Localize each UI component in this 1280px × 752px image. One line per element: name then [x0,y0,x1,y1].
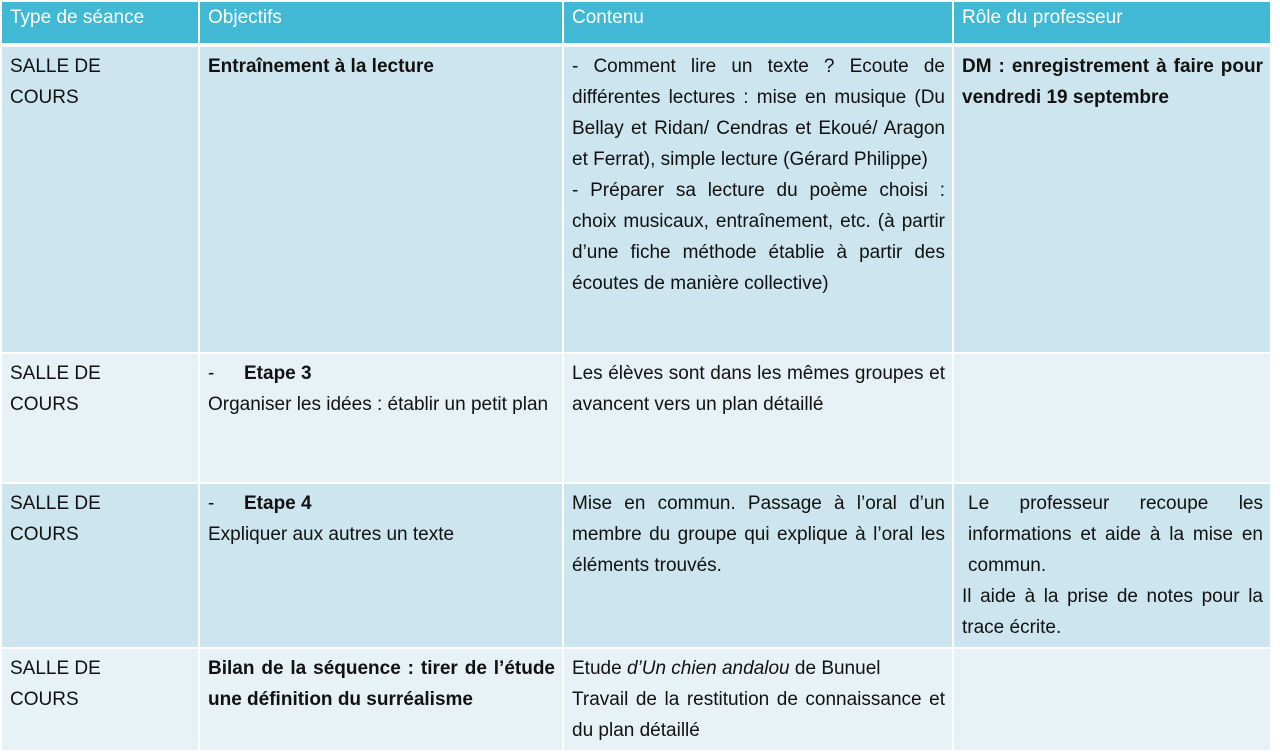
objectif-title: Bilan de la séquence : tirer de l’étude une définition du surréalisme [208,658,555,710]
header-objectifs: Objectifs [199,1,563,45]
cell-objectifs [199,483,563,648]
contenu-paragraph: Travail de la restitution de connaissance et du plan détaillé [572,689,945,741]
cell-objectifs [199,45,563,353]
cell-role [953,648,1271,751]
cell-type [1,648,199,751]
cell-role [953,483,1271,648]
cell-objectifs [199,353,563,483]
type-line: SALLE DE [10,658,101,679]
step-label: Etape 3 [244,363,312,384]
type-line: COURS [10,689,79,710]
table-row [1,353,1271,483]
objectif-text: Expliquer aux autres un texte [208,524,455,545]
type-line: SALLE DE [10,493,101,514]
cell-type [1,483,199,648]
contenu-paragraph: Les élèves sont dans les mêmes groupes et avancent vers un plan détaillé [572,363,945,415]
table-row [1,648,1271,751]
cell-type [1,353,199,483]
contenu-paragraph: - Comment lire un texte ? Ecoute de différentes lectures : mise en musique (Du Bellay et Ridan/ Cendras et Ekoué/ Aragon et Ferrat), simple lecture (Gérard Philippe) [572,56,945,170]
bullet-dash: - [208,493,215,514]
cell-contenu [563,483,953,648]
table-header-row [1,1,1271,45]
step-label: Etape 4 [244,493,312,514]
type-line: SALLE DE [10,363,101,384]
contenu-prefix: Etude [572,658,627,679]
role-paragraph: Il aide à la prise de notes pour la trace écrite. [962,586,1263,638]
contenu-paragraph: Mise en commun. Passage à l’oral d’un membre du groupe qui explique à l’oral les éléments trouvés. [572,493,945,576]
cell-contenu [563,45,953,353]
header-role-du-professeur: Rôle du professeur [953,1,1271,45]
header-contenu: Contenu [563,1,953,45]
step-heading [208,488,555,519]
cell-type [1,45,199,353]
cell-objectifs [199,648,563,751]
film-title: d’Un chien andalou [626,658,790,679]
contenu-paragraph: - Préparer sa lecture du poème choisi : choix musicaux, entraînement, etc. (à partir d’une fiche méthode établie à partir des écoutes de manière collective) [572,180,945,294]
bullet-dash: - [208,363,215,384]
role-paragraph: Le professeur recoupe les informations et aide à la mise en commun. [968,493,1263,576]
table-row [1,483,1271,648]
type-line: COURS [10,394,79,415]
type-line: SALLE DE [10,56,101,77]
cell-contenu [563,648,953,751]
cell-role [953,45,1271,353]
step-heading [208,358,555,389]
cell-contenu [563,353,953,483]
table-row [1,45,1271,353]
cell-role [953,353,1271,483]
role-homework-note: DM : enregistrement à faire pour vendredi 19 septembre [962,56,1263,108]
type-line: COURS [10,87,79,108]
contenu-suffix: de Bunuel [789,658,881,679]
header-type-de-seance: Type de séance [1,1,199,45]
objectif-title: Entraînement à la lecture [208,56,434,77]
contenu-film-line [572,653,945,684]
type-line: COURS [10,524,79,545]
objectif-text: Organiser les idées : établir un petit plan [208,394,549,415]
